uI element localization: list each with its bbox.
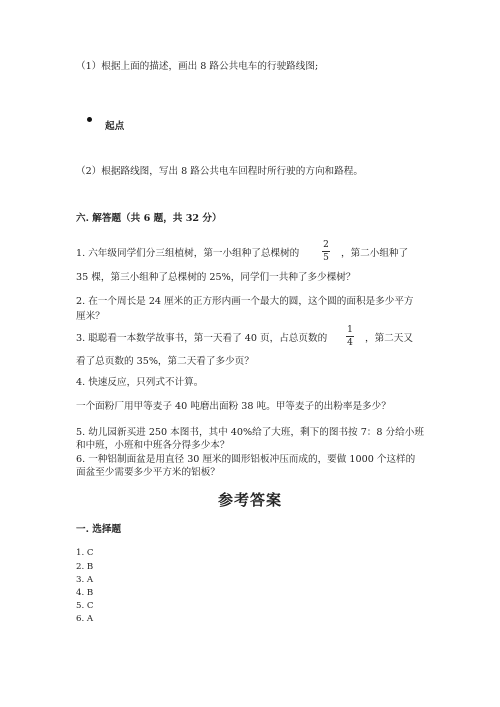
answer-item: 5. C <box>76 601 94 611</box>
start-point-label: 起点 <box>105 121 125 132</box>
q6-line2: 面盆至少需要多少平方米的铝板？ <box>76 467 220 478</box>
q1-line1-b: ，第二小组种了 <box>341 248 409 259</box>
q2-line2: 厘米？ <box>76 311 105 322</box>
start-point-dot <box>87 117 92 122</box>
q1-line1-a: 1. 六年级同学们分三组植树，第一小组种了总棵树的 <box>76 248 300 259</box>
answers-section1-heading: 一. 选择题 <box>76 524 122 535</box>
section6-heading: 六. 解答题（共 6 题，共 32 分） <box>76 213 222 224</box>
q5-line2: 和中班，小班和中班各分得多少本？ <box>76 440 230 451</box>
q6-line1: 6. 一种铝制面盆是用直径 30 厘米的圆形铝板冲压而成的，要做 1000 个这样的 <box>76 454 416 465</box>
fraction-bar <box>322 251 330 252</box>
answer-item: 6. A <box>76 614 94 624</box>
q1-fraction-numerator: 2 <box>323 240 329 250</box>
q3-fraction-denominator: 4 <box>347 338 353 348</box>
q3-line1-b: ，第二天又 <box>365 333 413 344</box>
q2-line1: 2. 在一个周长是 24 厘米的正方形内画一个最大的圆，这个圆的面积是多少平方 <box>76 296 414 307</box>
q5-part1-text: （1）根据上面的描述，画出 8 路公共电车的行驶路线图; <box>76 61 319 72</box>
q3-line1-a: 3. 聪聪看一本数学故事书，第一天看了 40 页，占总页数的 <box>76 333 328 344</box>
answer-item: 1. C <box>76 548 94 558</box>
q1-fraction-denominator: 5 <box>323 253 329 263</box>
answer-item: 2. B <box>76 562 94 572</box>
answers-title: 参考答案 <box>217 491 282 509</box>
q3-fraction-numerator: 1 <box>347 325 353 335</box>
q4-line1: 4. 快速反应，只列式不计算。 <box>76 377 204 388</box>
q3-fraction <box>344 325 356 348</box>
q4-line2: 一个面粉厂用甲等麦子 40 吨磨出面粉 38 吨。甲等麦子的出粉率是多少？ <box>76 401 391 412</box>
q1-line2: 35 棵，第三小组种了总棵树的 25%，同学们一共种了多少棵树？ <box>76 272 356 283</box>
q3-line2: 看了总页数的 35%，第二天看了多少页？ <box>76 356 254 367</box>
q1-fraction <box>320 240 332 263</box>
answer-item: 3. A <box>76 575 94 585</box>
q5-part2-text: （2）根据路线图，写出 8 路公共电车回程时所行驶的方向和路程。 <box>76 166 363 177</box>
q5-line1: 5. 幼儿园新买进 250 本图书，其中 40%给了大班，剩下的图书按 7：8 分给小班 <box>76 427 424 438</box>
answer-item: 4. B <box>76 588 94 598</box>
fraction-bar <box>346 336 354 337</box>
